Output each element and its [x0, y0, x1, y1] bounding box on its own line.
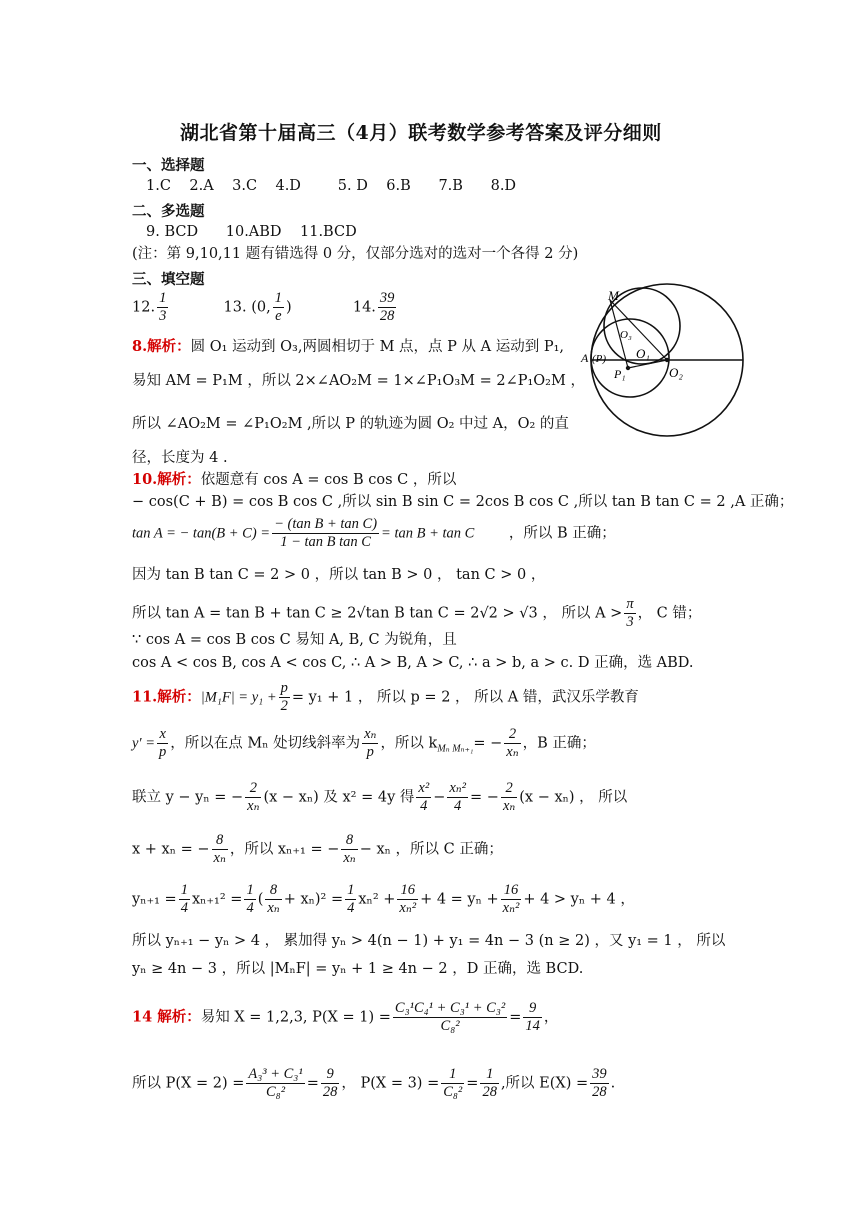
q10-line-2: − cos(C + B) = cos B cos C ,所以 sin B sin C = 2cos B cos C ,所以 tan B tan C = 2 ,A 正确；	[132, 494, 794, 510]
q10-line-7: cos A < cos B, cos A < cos C, ∴ A > B, A > C, ∴ a > b, a > c. D 正确，选 ABD.	[132, 655, 694, 671]
q13-label: 13. (0,	[223, 299, 271, 316]
q8-line-3: 所以 ∠AO₂M = ∠P₁O₂M ,所以 P 的轨迹为圆 O₂ 中过 A，O₂ 的直	[132, 416, 569, 432]
q10-fraction-pi: $\frac{\pi}{3}$	[626, 596, 634, 630]
label-o3: O₃	[620, 329, 632, 341]
label-o2: O₂	[669, 365, 683, 380]
q14-label: 14.	[352, 299, 376, 316]
label-a: A	[581, 351, 589, 365]
label-o1: O₁	[636, 346, 650, 361]
label-m: M	[608, 288, 619, 303]
q13-fraction: $\frac{1}{e}$	[274, 290, 282, 324]
q14-line-1: 14 解析：易知 X = 1,2,3, P(X = 1) = $\frac{\text{C₃¹C₄¹ + C₃¹ + C₃²}}{\text{C₈²}}$ = $\frac{9}{14}$ ，	[132, 1000, 559, 1034]
q10-line-4: 因为 tan B tan C = 2 > 0 ，所以 tan B > 0 ， tan C > 0 ，	[132, 567, 546, 583]
segment-p1o2	[628, 360, 667, 368]
q12-fraction: $\frac{1}{3}$	[159, 290, 167, 324]
point-p1	[626, 366, 630, 370]
q10-line-3: tan A = − tan(B + C) = $\frac{\text{− (tan B + tan C)}}{\text{1 − tan B tan C}}$ = tan B + tan C ，所以 B 正确；	[132, 516, 616, 550]
multi-section-title: 二、多选题	[132, 203, 205, 220]
q11-line-6: 所以 yₙ₊₁ − yₙ > 4 ， 累加得 yₙ > 4(n − 1) + y₁ = 4n − 3 (n ≥ 2) ，又 y₁ = 1 ， 所以	[132, 933, 726, 949]
q10-line-5: 所以 tan A = tan B + tan C ≥ 2√tan B tan C = 2√2 > √3 ， 所以 A > $\frac{\pi}{3}$ ， C 错；	[132, 596, 702, 630]
q11-line-7: yₙ ≥ 4n − 3 ，所以 |MₙF| = yₙ + 1 ≥ 4n − 2 ，D 正确，选 BCD.	[132, 961, 584, 977]
multi-note: (注：第 9,10,11 题有错选得 0 分，仅部分选对的选对一个各得 2 分)	[132, 246, 579, 262]
q11-line-3: 联立 y − yₙ = − $\frac{2}{\text{xₙ}}$ (x − xₙ) 及 x² = 4y 得 $\frac{\text{x²}}{4}$ − $\frac{\text{xₙ²}}{4}$ = − $\frac{2}{\text{xₙ}}$ (x − xₙ) ， 所以	[132, 780, 628, 814]
label-p: (P)	[592, 353, 607, 365]
q14-fraction: $\frac{39}{28}$	[379, 290, 395, 324]
q11-line-1: 11.解析：|M₁F| = y₁ + $\frac{p}{2}$ = y₁ + 1 ， 所以 p = 2 ， 所以 A 错，武汉乐学教育	[132, 680, 639, 714]
q10-line-1: 10.解析：依题意有 cos A = cos B cos C ，所以	[132, 471, 457, 488]
q10-line-6: ∵ cos A = cos B cos C 易知 A, B, C 为锐角，且	[132, 632, 457, 648]
point-o2	[665, 358, 669, 362]
q11-line-5: yₙ₊₁ = $\frac{1}{4}$ xₙ₊₁² = $\frac{1}{4}$ ( $\frac{8}{\text{xₙ}}$ + xₙ)² = $\frac{1}{4}$ xₙ² + $\frac{16}{\text{xₙ²}}$ + 4 = yₙ + $\frac{16}{\text{xₙ²}}$ + 4 > yₙ + 4 ，	[132, 882, 635, 916]
geometry-figure	[580, 280, 760, 445]
multi-answers: 9. BCD 10.ABD 11.BCD	[146, 224, 357, 240]
q8-line-4: 径，长度为 4 .	[132, 450, 228, 466]
q8-line-1: 8.解析：圆 O₁ 运动到 O₃,两圆相切于 M 点，点 P 从 A 运动到 P₁,	[132, 338, 564, 355]
fill-answers: 12. $\frac{1}{3}$ 13. (0, $\frac{1}{e}$ ) 14. $\frac{39}{28}$	[132, 290, 395, 324]
page-title: 湖北省第十届高三（4月）联考数学参考答案及评分细则	[180, 122, 662, 144]
q8-line-2: 易知 AM = P₁M ，所以 2×∠AO₂M = 1×∠P₁O₃M = 2∠P₁O₂M ，	[132, 373, 585, 389]
choice-answers: 1.C 2.A 3.C 4.D 5. D 6.B 7.B 8.D	[146, 178, 517, 194]
fill-section-title: 三、填空题	[132, 271, 205, 288]
q11-line-2: y′ = $\frac{x}{p}$ ，所以在点 Mₙ 处切线斜率为 $\frac{\text{xₙ}}{p}$ ，所以 $k_{M_n M_{n+1}}=$ − $\frac{2}{\text{xₙ}}$ ，B 正确；	[132, 726, 596, 760]
label-p1: P₁	[614, 367, 626, 381]
q11-line-4: x + xₙ = − $\frac{8}{\text{xₙ}}$ ，所以 xₙ₊₁ = − $\frac{8}{\text{xₙ}}$ − xₙ ，所以 C 正确；	[132, 832, 503, 866]
q14-line-2: 所以 P(X = 2) = $\frac{\text{A₃³ + C₃¹}}{\text{C₈²}}$ = $\frac{9}{28}$ ， P(X = 3) = $\frac{1}{\text{C₈²}}$ = $\frac{1}{28}$ ,所以 E(X) = $\frac{39}{28}$ .	[132, 1066, 616, 1100]
q10-fraction-tan: $\frac{\text{− (tan B + tan C)}}{\text{1 − tan B tan C}}$	[274, 516, 378, 550]
q12-label: 12.	[132, 299, 156, 316]
choice-section-title: 一、选择题	[132, 157, 205, 174]
